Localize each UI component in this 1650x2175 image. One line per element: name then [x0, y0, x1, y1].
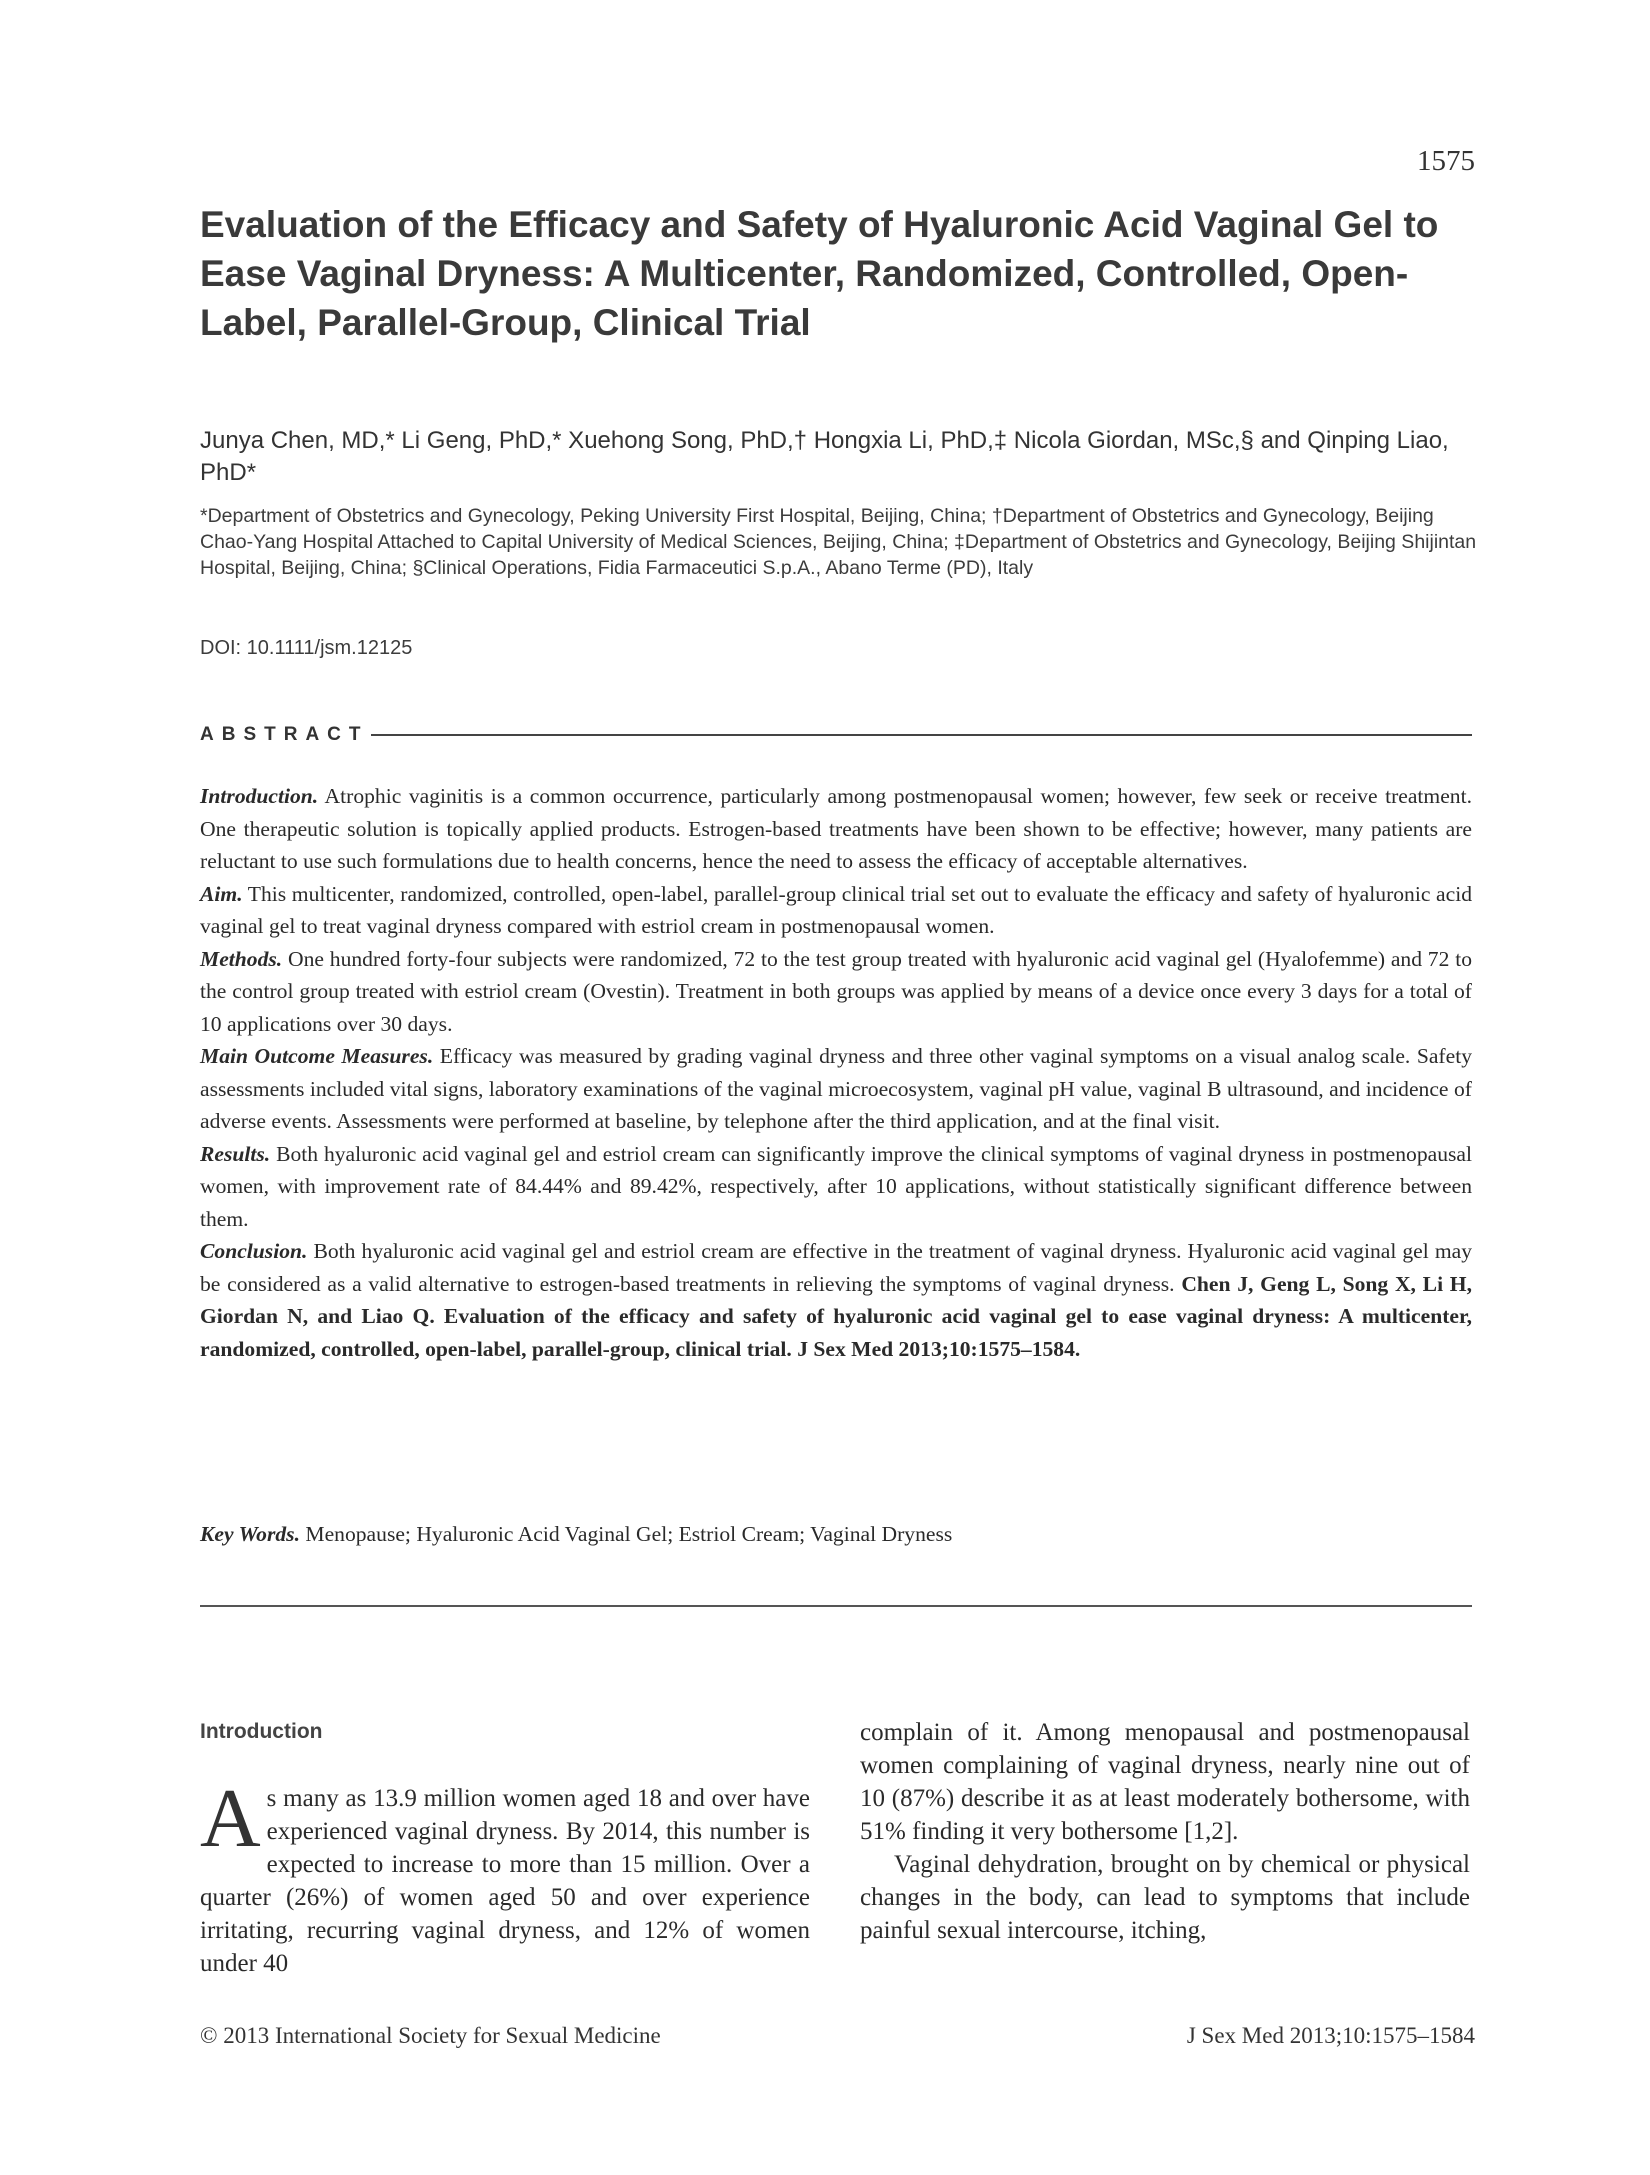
- body-column-right: [860, 1716, 1470, 1947]
- body-paragraph: Vaginal dehydration, brought on by chemical or physical changes in the body, can lead to symptoms that include painful sexual intercourse, itching,: [860, 1851, 1470, 1944]
- abstract-heading: ABSTRACT: [200, 724, 369, 745]
- abstract-header: [200, 720, 1472, 750]
- abstract-conclusion: [200, 1235, 1472, 1365]
- abstract-methods-label: Methods.: [200, 946, 283, 971]
- introduction-heading: Introduction: [200, 1720, 323, 1743]
- doi: DOI: 10.1111/jsm.12125: [200, 637, 413, 659]
- abstract-results-label: Results.: [200, 1141, 271, 1166]
- abstract-divider: [371, 734, 1473, 736]
- abstract-conclusion-text: Both hyaluronic acid vaginal gel and estriol cream are effective in the treatment of vaginal dryness. Hyaluronic acid vaginal gel may be considered as a valid alternative to estrogen-based treatments in relieving the symptoms of vaginal dryness.: [200, 1239, 1472, 1296]
- abstract-measures-text: Efficacy was measured by grading vaginal dryness and three other vaginal symptoms on a visual analog scale. Safety assessments included vital signs, laboratory examinations of the vaginal microecosystem, vaginal pH value, vaginal B ultrasound, and incidence of adverse events. Assessments were performed at baseline, by telephone after the third application, and at the final visit.: [200, 1044, 1472, 1133]
- abstract-results: [200, 1138, 1472, 1236]
- keywords-text: Menopause; Hyaluronic Acid Vaginal Gel; Estriol Cream; Vaginal Dryness: [299, 1522, 953, 1546]
- abstract-aim-text: This multicenter, randomized, controlled, open-label, parallel-group clinical trial set out to evaluate the efficacy and safety of hyaluronic acid vaginal gel to treat vaginal dryness compared with estriol cream in postmenopausal women.: [200, 881, 1472, 938]
- section-divider: [200, 1605, 1472, 1607]
- footer-journal: J Sex Med 2013;10:1575–1584: [1186, 2023, 1475, 2048]
- abstract-body: [200, 780, 1472, 1365]
- abstract-aim: [200, 878, 1472, 943]
- abstract-introduction-text: Atrophic vaginitis is a common occurrence, particularly among postmenopausal women; however, few seek or receive treatment. One therapeutic solution is topically applied products. Estrogen-based treatments have been shown to be effective; however, many patients are reluctant to use such formulations due to health concerns, hence the need to assess the efficacy of acceptable alternatives.: [200, 784, 1472, 873]
- abstract-methods-text: One hundred forty-four subjects were randomized, 72 to the test group treated with hyaluronic acid vaginal gel (Hyalofemme) and 72 to the control group treated with estriol cream (Ovestin). Treatment in both groups was applied by means of a device once every 3 days for a total of 10 applications over 30 days.: [200, 946, 1472, 1036]
- abstract-measures: [200, 1040, 1472, 1138]
- affiliations: *Department of Obstetrics and Gynecology, Peking University First Hospital, Beijing, China; †Department of Obstetrics and Gynecology, Beijing Chao-Yang Hospital Attached to Capital University of Medical Sciences, Beijing, China; ‡Department of Obstetrics and Gynecology, Beijing Shijintan Hospital, Beijing, China; §Clinical Operations, Fidia Farmaceutici S.p.A., Abano Terme (PD), Italy: [200, 505, 1477, 579]
- keywords-label: Key Words.: [200, 1522, 300, 1546]
- body-paragraph: [200, 1772, 810, 1980]
- abstract-measures-label: Main Outcome Measures.: [200, 1044, 434, 1068]
- abstract-conclusion-label: Conclusion.: [200, 1239, 308, 1263]
- abstract-results-text: Both hyaluronic acid vaginal gel and estriol cream can significantly improve the clinical symptoms of vaginal dryness in postmenopausal women, with improvement rate of 84.44% and 89.42%, respectively, after 10 applications, without statistically significant difference between them.: [200, 1141, 1472, 1231]
- abstract-introduction-label: Introduction.: [200, 784, 319, 808]
- abstract-aim-label: Aim.: [200, 881, 243, 906]
- abstract-methods: [200, 943, 1472, 1041]
- body-paragraph-text: s many as 13.9 million women aged 18 and over have experienced vaginal dryness. By 2014, this number is expected to increase to more than 15 million. Over a quarter (26%) of women aged 50 and over experience irritating, recurring vaginal dryness, and 12% of women under 40: [200, 1785, 810, 1977]
- drop-cap: A: [200, 1772, 261, 1865]
- page-number: 1575: [1417, 145, 1475, 177]
- author-list: Junya Chen, MD,* Li Geng, PhD,* Xuehong Song, PhD,† Hongxia Li, PhD,‡ Nicola Giordan, MSc,§ and Qinping Liao, PhD*: [200, 427, 1449, 486]
- keywords: [200, 1518, 1472, 1550]
- body-paragraph-continued: complain of it. Among menopausal and postmenopausal women complaining of vaginal dryness, nearly nine out of 10 (87%) describe it as at least moderately bothersome, with 51% finding it very bothersome [1,2].: [860, 1719, 1470, 1845]
- abstract-introduction: [200, 780, 1472, 878]
- body-column-left: [200, 1772, 810, 1980]
- footer-copyright: © 2013 International Society for Sexual Medicine: [200, 2023, 661, 2048]
- abstract-citation: Chen J, Geng L, Song X, Li H, Giordan N, and Liao Q. Evaluation of the efficacy and safety of hyaluronic acid vaginal gel to ease vaginal dryness: A multicenter, randomized, controlled, open-label, parallel-group, clinical trial. J Sex Med 2013;10:1575–1584.: [200, 1271, 1472, 1361]
- article-title: Evaluation of the Efficacy and Safety of Hyaluronic Acid Vaginal Gel to Ease Vaginal Dryness: A Multicenter, Randomized, Controlled, Open-Label, Parallel-Group, Clinical Trial: [200, 204, 1439, 343]
